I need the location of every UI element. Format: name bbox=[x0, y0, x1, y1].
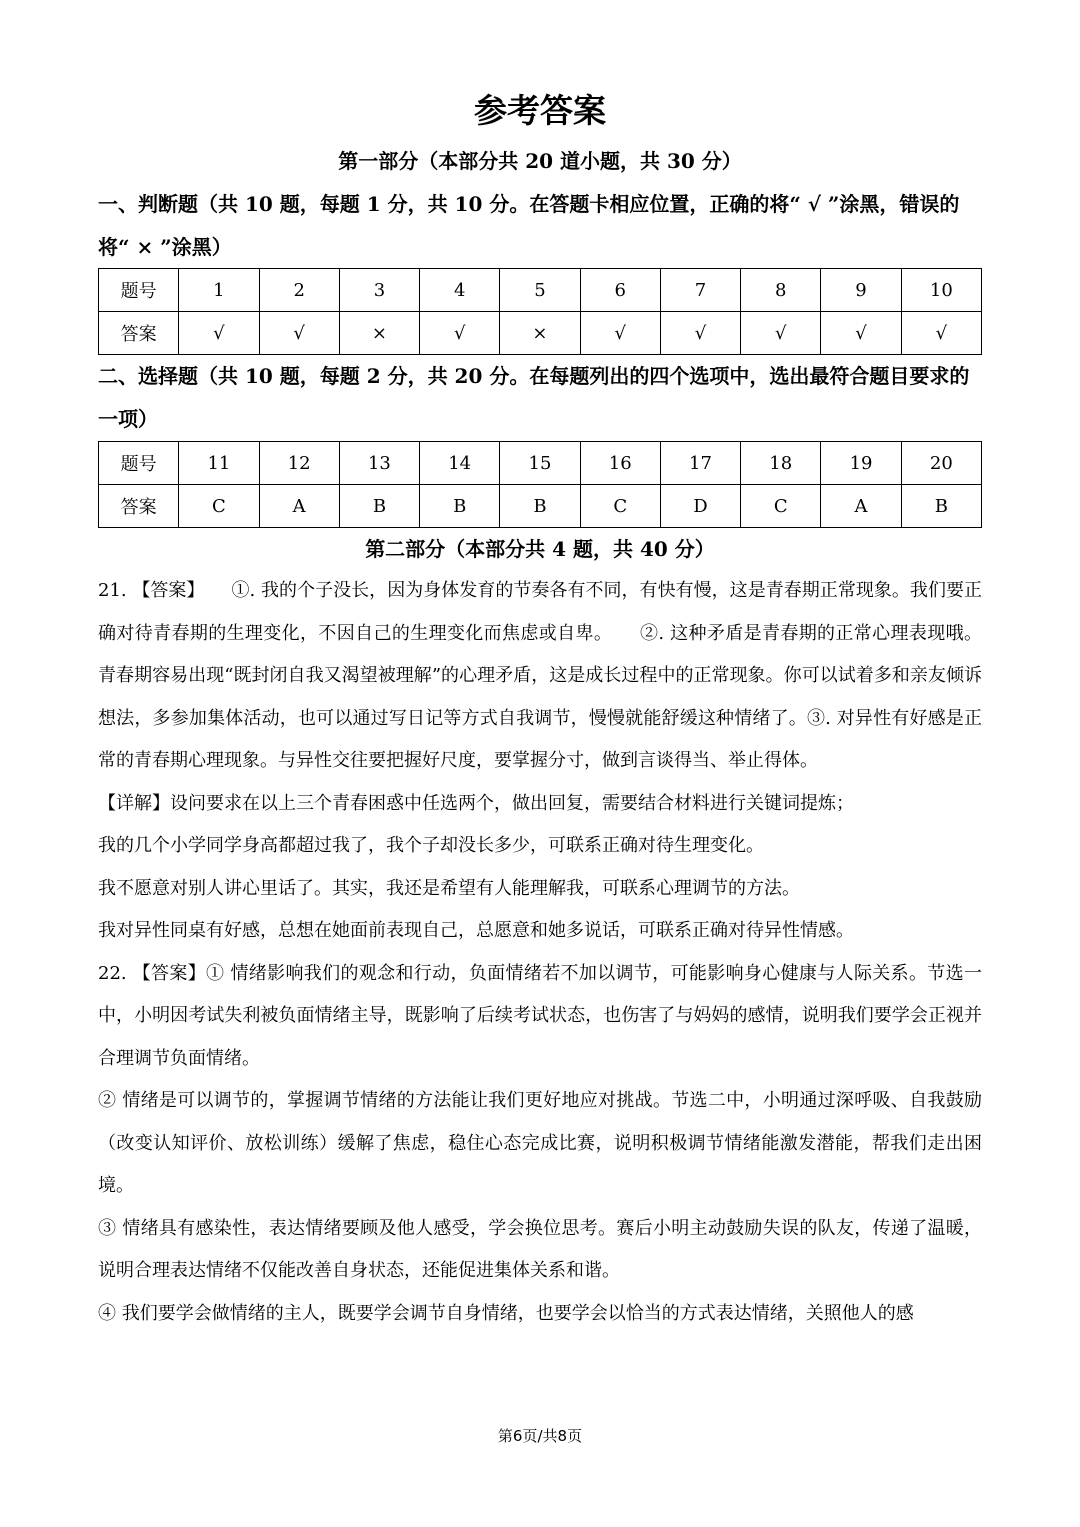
row-label: 题号 bbox=[99, 269, 179, 312]
section1-heading: 一、判断题（共 10 题，每题 1 分，共 10 分。在答题卡相应位置，正确的将“ √ ”涂黑，错误的将“ × ”涂黑） bbox=[98, 192, 960, 259]
explanation-line: 我的几个小学同学身高都超过我了，我个子却没长多少，可联系正确对待生理变化。 bbox=[98, 835, 764, 856]
question-number-row bbox=[99, 269, 982, 312]
question-number: 8 bbox=[741, 269, 821, 312]
answer-cell: √ bbox=[580, 312, 660, 355]
answer-cell: D bbox=[660, 485, 740, 528]
question-number: 12 bbox=[259, 442, 339, 485]
answer-22-point-4: ④ 我们要学会做情绪的主人，既要学会调节自身情绪，也要学会以恰当的方式表达情绪，关照他人的感 bbox=[98, 1302, 914, 1324]
page-number-footer: 第6页/共8页 bbox=[497, 1427, 583, 1445]
question-number: 6 bbox=[580, 269, 660, 312]
explanation-paragraph: 【详解】设问要求在以上三个青春困惑中任选两个，做出回复，需要结合材料进行关键词提炼； bbox=[98, 792, 854, 814]
part2-answers bbox=[98, 570, 982, 1335]
question-number: 9 bbox=[821, 269, 901, 312]
answer-cell: B bbox=[339, 485, 419, 528]
answer-row bbox=[99, 485, 982, 528]
answer-row bbox=[99, 312, 982, 355]
question-number-row bbox=[99, 442, 982, 485]
question-number: 11 bbox=[179, 442, 259, 485]
question-number: 19 bbox=[821, 442, 901, 485]
answer-cell: A bbox=[821, 485, 901, 528]
answer-cell: √ bbox=[259, 312, 339, 355]
section2-heading: 二、选择题（共 10 题，每题 2 分，共 20 分。在每题列出的四个选项中，选出最符合题目要求的一项） bbox=[98, 364, 970, 431]
answer-cell: B bbox=[901, 485, 981, 528]
answer-cell: √ bbox=[741, 312, 821, 355]
multiple-choice-answer-table bbox=[98, 441, 982, 528]
part2-heading: 第二部分（本部分共 4 题，共 40 分） bbox=[365, 537, 715, 561]
answer-cell: A bbox=[259, 485, 339, 528]
answer-22-paragraph: 22. 【答案】① 情绪影响我们的观念和行动，负面情绪若不加以调节，可能影响身心健康与人际关系。节选一中，小明因考试失利被负面情绪主导，既影响了后续考试状态，也伤害了与妈妈的感情，说明我们要学会正视并合理调节负面情绪。 bbox=[98, 962, 982, 1069]
answer-cell: C bbox=[580, 485, 660, 528]
question-number: 3 bbox=[339, 269, 419, 312]
explanation-line: 我不愿意对别人讲心里话了。其实，我还是希望有人能理解我，可联系心理调节的方法。 bbox=[98, 877, 800, 899]
answer-cell: × bbox=[500, 312, 580, 355]
answer-cell: C bbox=[179, 485, 259, 528]
answer-cell: √ bbox=[179, 312, 259, 355]
answer-cell: √ bbox=[660, 312, 740, 355]
question-number: 16 bbox=[580, 442, 660, 485]
row-label: 答案 bbox=[99, 312, 179, 355]
question-number: 1 bbox=[179, 269, 259, 312]
answer-cell: √ bbox=[821, 312, 901, 355]
answer-22-point-3: ③ 情绪具有感染性，表达情绪要顾及他人感受，学会换位思考。赛后小明主动鼓励失误的队友，传递了温暖，说明合理表达情绪不仅能改善自身状态，还能促进集体关系和谐。 bbox=[98, 1217, 982, 1281]
answer-cell: C bbox=[741, 485, 821, 528]
true-false-answer-table bbox=[98, 268, 982, 355]
question-number: 2 bbox=[259, 269, 339, 312]
question-number: 20 bbox=[901, 442, 981, 485]
question-number: 17 bbox=[660, 442, 740, 485]
question-number: 5 bbox=[500, 269, 580, 312]
explanation-line: 我对异性同桌有好感，总想在她面前表现自己，总愿意和她多说话，可联系正确对待异性情感。 bbox=[98, 920, 854, 941]
answer-cell: √ bbox=[420, 312, 500, 355]
answer-22-point-2: ② 情绪是可以调节的，掌握调节情绪的方法能让我们更好地应对挑战。节选二中，小明通过深呼吸、自我鼓励（改变认知评价、放松训练）缓解了焦虑，稳住心态完成比赛，说明积极调节情绪能激发潜能，帮我们走出困境。 bbox=[98, 1090, 982, 1196]
row-label: 题号 bbox=[99, 442, 179, 485]
answer-cell: × bbox=[339, 312, 419, 355]
question-number: 13 bbox=[339, 442, 419, 485]
answer-cell: B bbox=[420, 485, 500, 528]
question-number: 14 bbox=[420, 442, 500, 485]
question-number: 18 bbox=[741, 442, 821, 485]
question-number: 15 bbox=[500, 442, 580, 485]
answer-cell: B bbox=[500, 485, 580, 528]
question-number: 4 bbox=[420, 269, 500, 312]
part1-heading: 第一部分（本部分共 20 道小题，共 30 分） bbox=[338, 149, 742, 173]
answer-cell: √ bbox=[901, 312, 981, 355]
question-number: 10 bbox=[901, 269, 981, 312]
question-number: 7 bbox=[660, 269, 740, 312]
answer-21-paragraph: 21. 【答案】 ①. 我的个子没长，因为身体发育的节奏各有不同，有快有慢，这是青春期正常现象。我们要正确对待青春期的生理变化，不因自己的生理变化而焦虑或自卑。 ②. 这种矛盾是青春期的正常心理表现哦。青春期容易出现“既封闭自我又渴望被理解”的心理矛盾，这是成长过程中的正常现象。你可以试着多和亲友倾诉想法，多参加集体活动，也可以通过写日记等方式自我调节，慢慢就能舒缓这种情绪了。③. 对异性有好感是正常的青春期心理现象。与异性交往要把握好尺度，要掌握分寸，做到言谈得当、举止得体。 bbox=[98, 580, 982, 771]
row-label: 答案 bbox=[99, 485, 179, 528]
page-title: 参考答案 bbox=[474, 91, 606, 130]
